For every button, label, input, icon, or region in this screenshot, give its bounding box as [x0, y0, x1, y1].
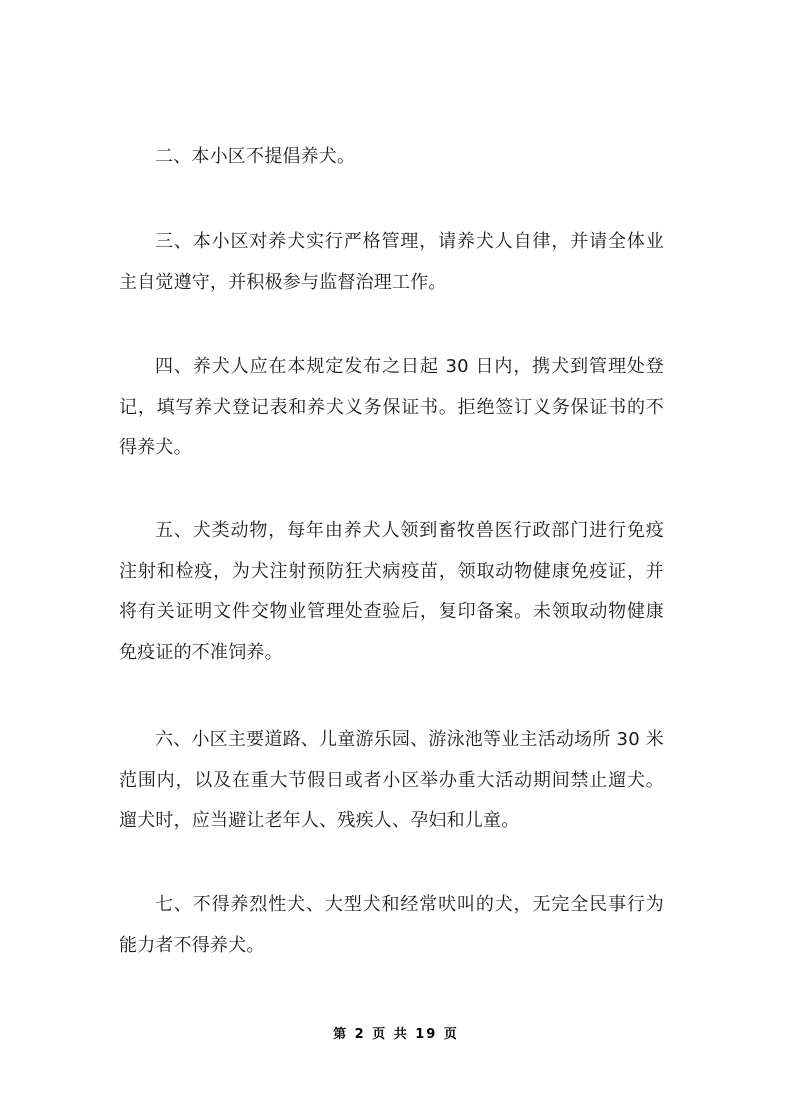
- paragraph-3: 三、本小区对养犬实行严格管理，请养犬人自律，并请全体业主自觉遵守，并积极参与监督治理工作。: [119, 231, 664, 293]
- page-number-footer: 第 2 页 共 19 页: [333, 1027, 459, 1042]
- paragraph-2: 二、本小区不提倡养犬。: [155, 146, 356, 167]
- paragraph-7: 七、不得养烈性犬、大型犬和经常吠叫的犬，无完全民事行为能力者不得养犬。: [119, 894, 664, 956]
- paragraph-5: 五、犬类动物，每年由养犬人领到畜牧兽医行政部门进行免疫注射和检疫，为犬注射预防狂犬病疫苗，领取动物健康免疫证，并将有关证明文件交物业管理处查验后，复印备案。未领取动物健康免疫证的不准饲养。: [119, 520, 664, 663]
- paragraph-6: 六、小区主要道路、儿童游乐园、游泳池等业主活动场所 30 米范围内，以及在重大节假日或者小区举办重大活动期间禁止遛犬。遛犬时，应当避让老年人、残疾人、孕妇和儿童。: [119, 729, 664, 831]
- paragraph-4: 四、养犬人应在本规定发布之日起 30 日内，携犬到管理处登记，填写养犬登记表和养犬义务保证书。拒绝签订义务保证书的不得养犬。: [119, 356, 664, 458]
